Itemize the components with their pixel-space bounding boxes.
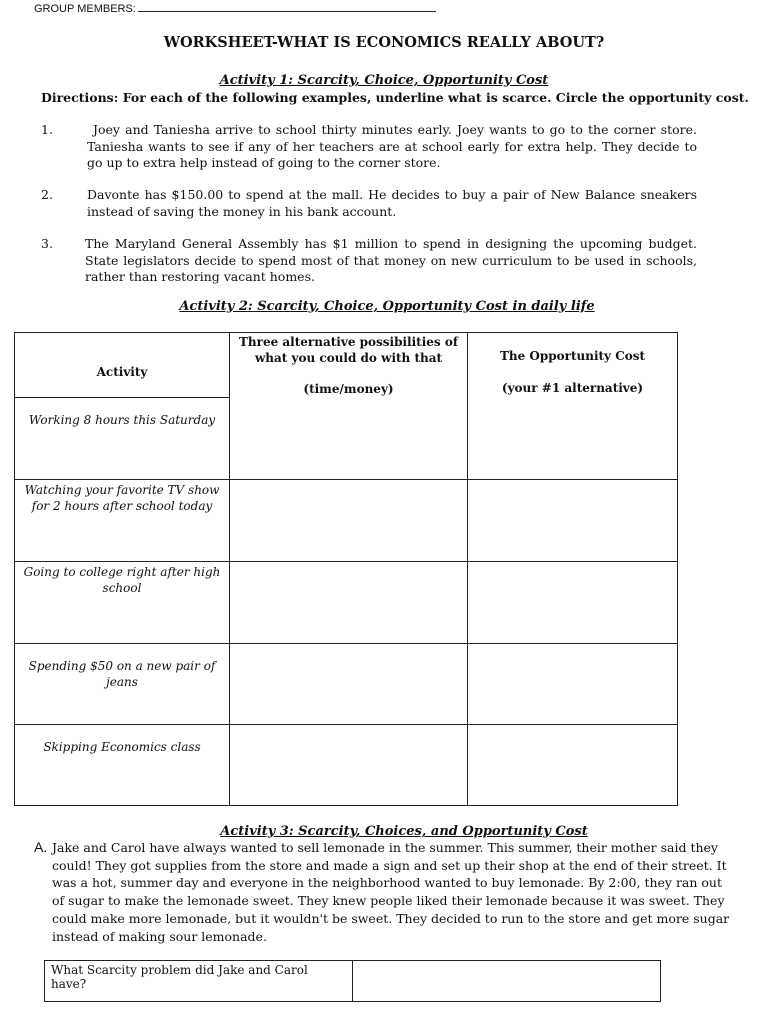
activity1-directions: Directions: For each of the following examples, underline what is scarce. Circle the opportunity cost. xyxy=(41,90,749,105)
passage-letter: A. xyxy=(34,839,48,855)
activity1-heading: Activity 1: Scarcity, Choice, Opportunity Cost xyxy=(219,73,549,88)
col-header-opportunity-cost xyxy=(468,333,678,480)
item-text: Davonte has $150.00 to spend at the mall. He decides to buy a pair of New Balance sneakers instead of saving the money in his bank account. xyxy=(87,187,697,219)
activity3-heading: Activity 3: Scarcity, Choices, and Opportunity Cost xyxy=(220,824,588,839)
group-members-line xyxy=(34,1,436,15)
table-cell-blank[interactable] xyxy=(468,725,678,806)
table-cell-blank[interactable] xyxy=(468,480,678,562)
table-cell-blank[interactable] xyxy=(230,562,468,644)
col-header-activity xyxy=(15,333,230,398)
col-header-alternatives-line1: Three alternative possibilities of what you could do with that xyxy=(238,335,458,365)
table-row-label: Spending $50 on a new pair of jeans xyxy=(15,644,230,725)
col-header-opportunity-line2: (your #1 alternative) xyxy=(501,380,644,395)
passage-text: Jake and Carol have always wanted to sell lemonade in the summer. This summer, their mother said they could! They got supplies from the store and made a sign and set up their shop at the end of their street. It was a hot, summer day and everyone in the neighborhood wanted to buy lemonade. By 2:00, they ran out of sugar to make the lemonade sweet. They knew people liked their lemonade because it was sweet. They could make more lemonade, but it wouldn't be sweet. They decided to run to the store and get more sugar instead of making sour lemonade. xyxy=(52,840,730,944)
item-text: Joey and Taniesha arrive to school thirty minutes early. Joey wants to go to the corner store. Taniesha wants to see if any of her teachers are at school early for extra help. They decide to go up to extra help instead of going to the corner store. xyxy=(87,122,697,170)
group-members-label: GROUP MEMBERS: xyxy=(34,3,136,15)
col-header-activity-text: Activity xyxy=(96,365,148,379)
item-number: 3. xyxy=(41,236,53,251)
table-cell-blank[interactable] xyxy=(230,644,468,725)
table-cell-blank[interactable] xyxy=(468,644,678,725)
activity2-heading: Activity 2: Scarcity, Choice, Opportunity Cost in daily life xyxy=(179,299,595,314)
item-number: 1. xyxy=(41,122,53,137)
table-cell-blank[interactable] xyxy=(230,725,468,806)
item-number: 2. xyxy=(41,187,53,202)
answer-scarcity-problem[interactable] xyxy=(353,961,661,1002)
table-row-label: Watching your favorite TV show for 2 hours after school today xyxy=(15,480,230,562)
group-members-blank[interactable] xyxy=(138,1,436,12)
table-cell-blank[interactable] xyxy=(468,562,678,644)
col-header-alternatives-line2: (time/money) xyxy=(303,382,394,396)
page-title: WORKSHEET-WHAT IS ECONOMICS REALLY ABOUT? xyxy=(163,34,605,51)
activity2-table xyxy=(14,332,678,806)
table-row-label: Going to college right after high school xyxy=(15,562,230,644)
table-row-label: Skipping Economics class xyxy=(15,725,230,806)
activity3-passage xyxy=(34,839,734,945)
activity1-item-1 xyxy=(41,122,697,172)
activity3-question-table xyxy=(44,960,661,1002)
activity1-item-2 xyxy=(41,187,697,220)
activity1-item-3 xyxy=(41,236,697,286)
table-cell-blank[interactable] xyxy=(230,480,468,562)
table-row-label: Working 8 hours this Saturday xyxy=(15,398,230,480)
col-header-opportunity-line1: The Opportunity Cost xyxy=(499,349,646,363)
col-header-alternatives xyxy=(230,333,468,480)
item-text: The Maryland General Assembly has $1 million to spend in designing the upcoming budget. State legislators decide to spend most of that money on new curriculum to be used in schools, rather than restoring vacant homes. xyxy=(85,236,697,284)
question-scarcity-problem: What Scarcity problem did Jake and Carol have? xyxy=(45,961,353,1002)
